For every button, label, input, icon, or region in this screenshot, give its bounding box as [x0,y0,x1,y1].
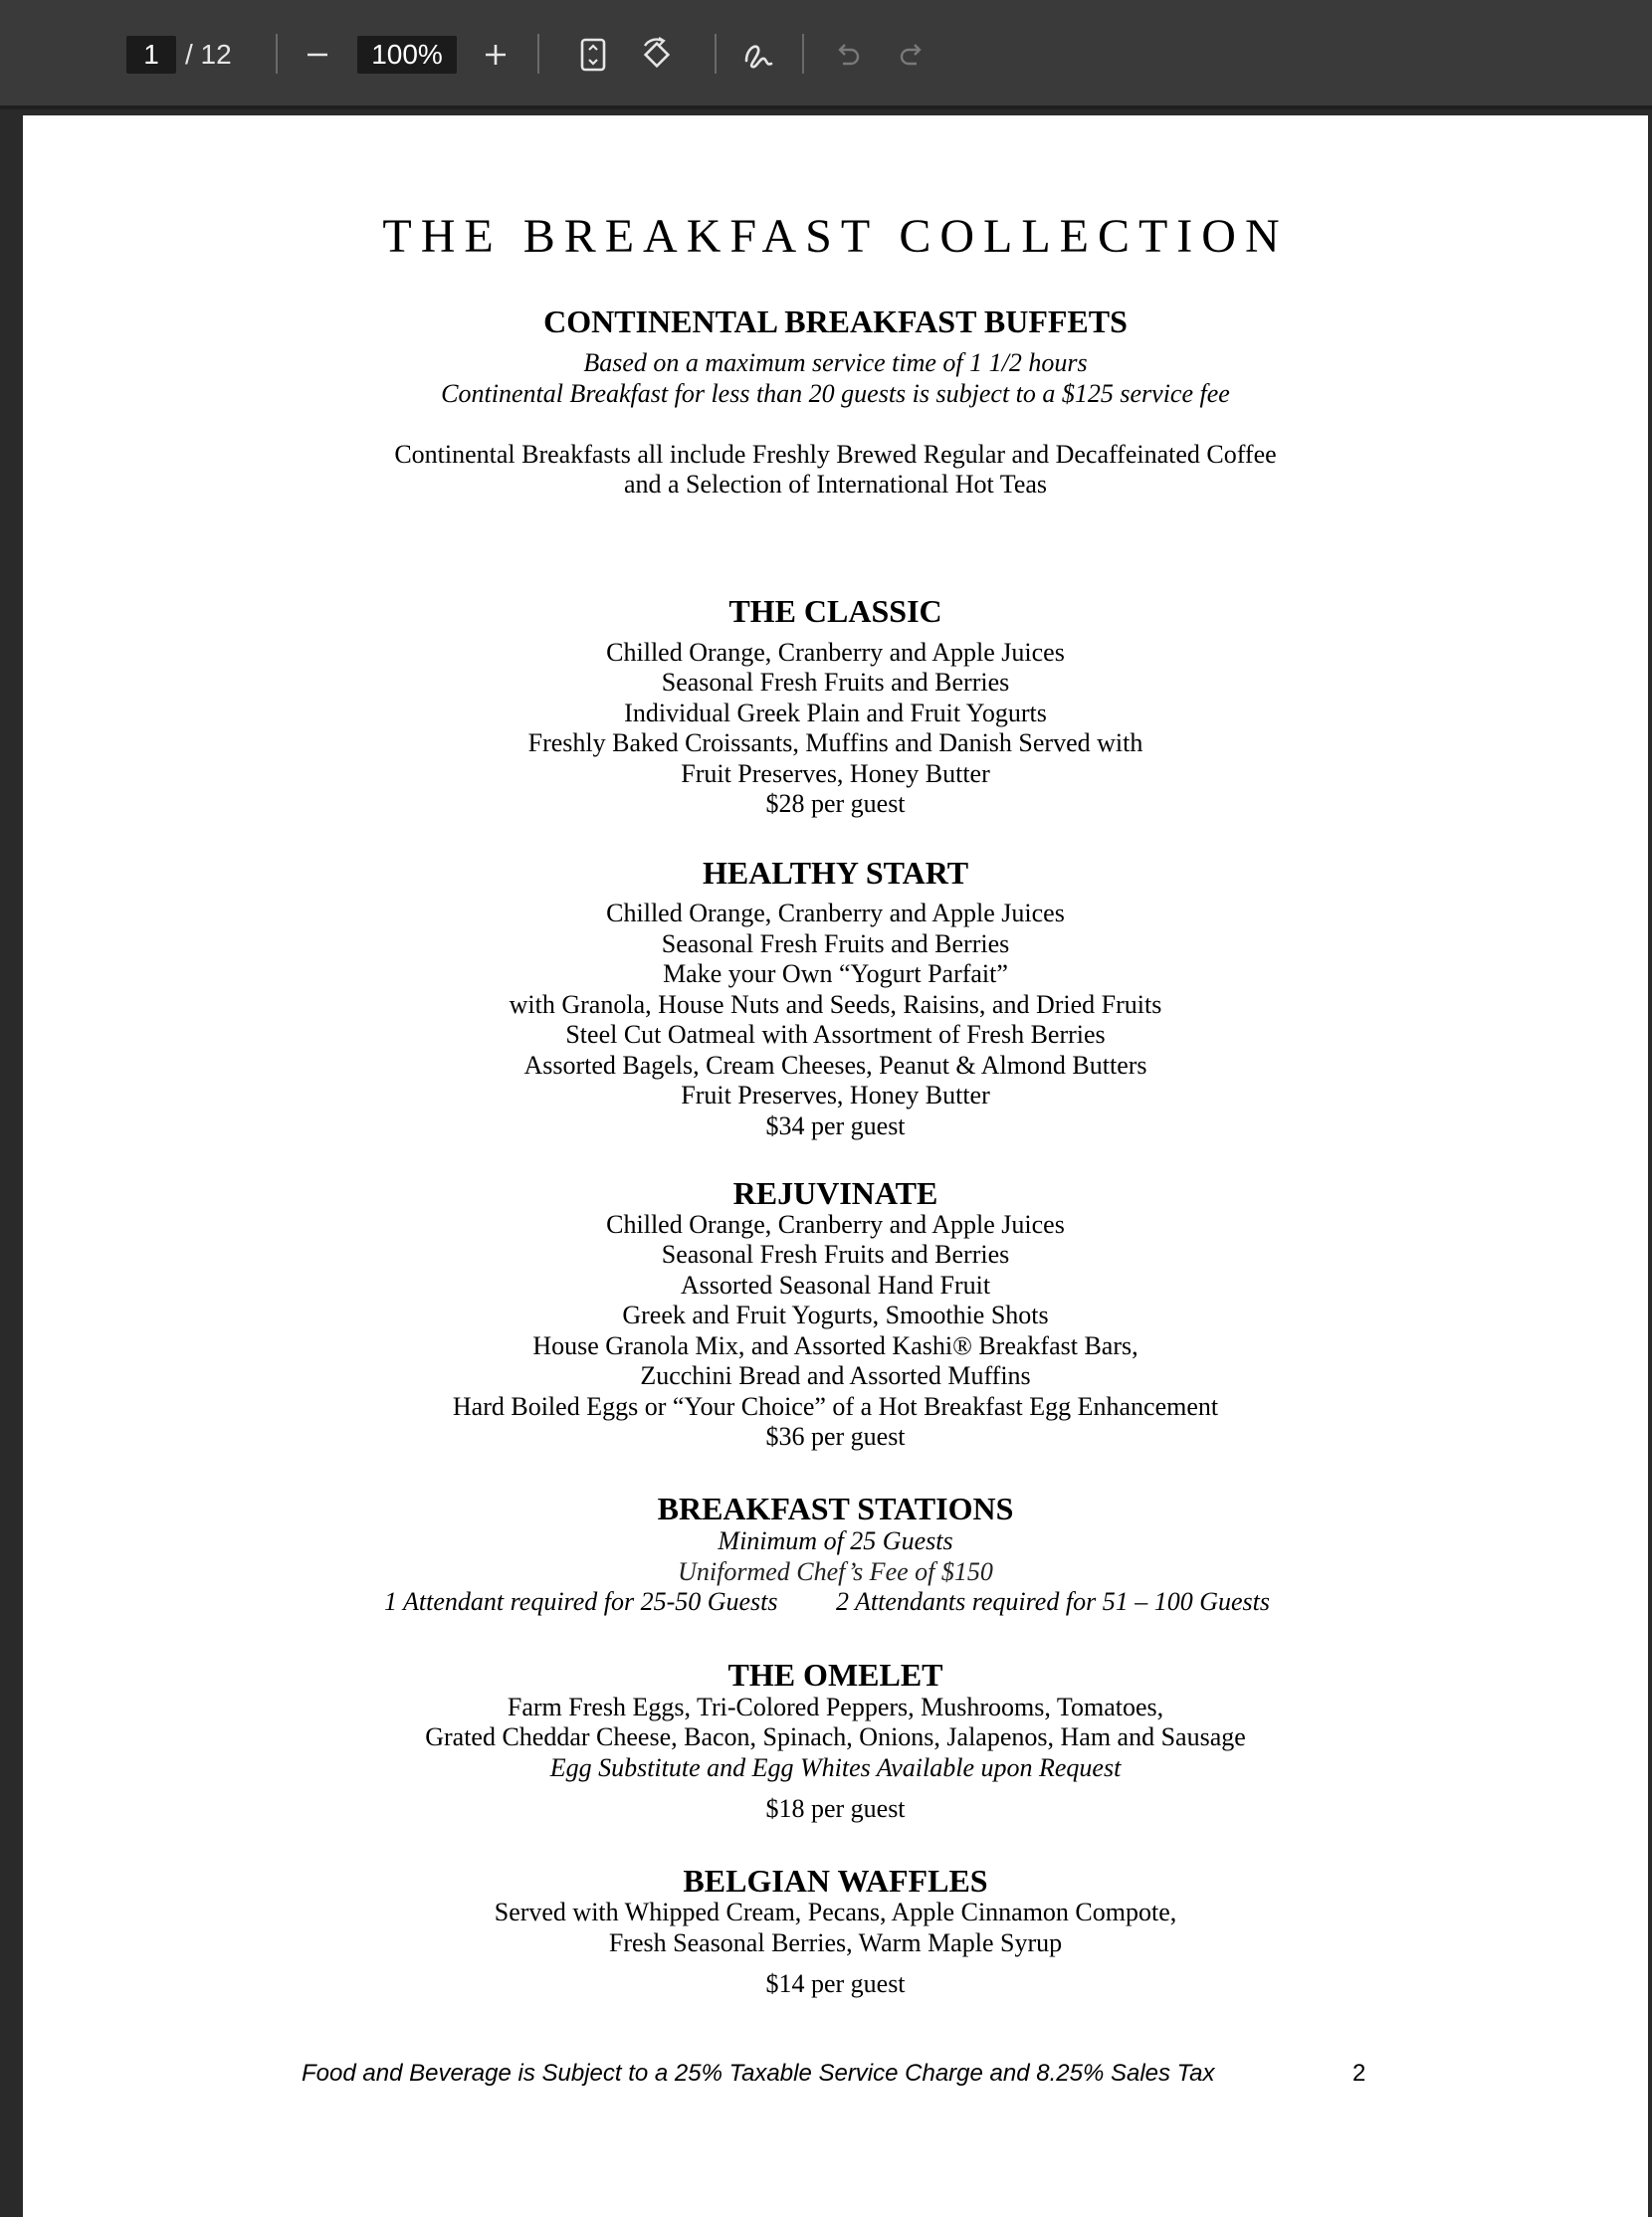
menu-line: Make your Own “Yogurt Parfait” [663,959,1008,988]
menu-line: with Granola, House Nuts and Seeds, Raisins, and Dried Fruits [509,990,1162,1019]
menu-line: House Granola Mix, and Assorted Kashi® Breakfast Bars, [532,1331,1138,1360]
menu-line: Fruit Preserves, Honey Butter [681,1081,990,1109]
page-total: / 12 [185,39,232,70]
stations-attendant-1: 1 Attendant required for 25-50 Guests [384,1587,778,1616]
pdf-toolbar [0,0,1652,109]
minus-icon [305,42,330,68]
waffles-heading: BELGIAN WAFFLES [683,1863,988,1899]
zoom-level-input[interactable]: 100% [357,36,457,74]
draw-button[interactable] [736,33,780,77]
toolbar-divider [537,34,539,74]
menu-line: Fresh Seasonal Berries, Warm Maple Syrup [608,1928,1063,1957]
redo-button[interactable] [890,33,933,77]
fit-page-button[interactable] [571,33,615,77]
price: $14 per guest [765,1969,906,1998]
menu-line: Zucchini Bread and Assorted Muffins [640,1361,1031,1390]
document-page [23,115,1648,2217]
continental-heading: CONTINENTAL BREAKFAST BUFFETS [543,303,1128,339]
menu-line: Individual Greek Plain and Fruit Yogurts [624,699,1047,727]
price: $34 per guest [765,1111,906,1140]
continental-intro: and a Selection of International Hot Teas [623,470,1048,499]
toolbar-divider [715,34,717,74]
price: $18 per guest [765,1794,906,1823]
menu-line: Seasonal Fresh Fruits and Berries [661,668,1010,697]
healthy-heading: HEALTHY START [702,855,969,891]
menu-line: Fruit Preserves, Honey Butter [681,759,990,788]
menu-line: Chilled Orange, Cranberry and Apple Juices [606,899,1065,927]
menu-line: Farm Fresh Eggs, Tri-Colored Peppers, Mushrooms, Tomatoes, [507,1693,1164,1721]
zoom-in-button[interactable] [474,33,517,77]
rejuvinate-heading: REJUVINATE [732,1175,938,1211]
menu-line: Grated Cheddar Cheese, Bacon, Spinach, Onions, Jalapenos, Ham and Sausage [425,1722,1246,1751]
menu-line: Served with Whipped Cream, Pecans, Apple Cinnamon Compote, [494,1898,1177,1926]
page-number: 2 [1352,2060,1366,2087]
omelet-note: Egg Substitute and Egg Whites Available upon Request [549,1753,1122,1782]
menu-line: Seasonal Fresh Fruits and Berries [661,929,1010,958]
menu-line: Assorted Bagels, Cream Cheeses, Peanut & Almond Butters [523,1051,1147,1080]
stations-chef-fee: Uniformed Chef’s Fee of $150 [678,1557,993,1586]
undo-button[interactable] [826,33,870,77]
price: $36 per guest [765,1422,906,1451]
menu-line: Steel Cut Oatmeal with Assortment of Fresh Berries [565,1020,1106,1049]
menu-line: Chilled Orange, Cranberry and Apple Juices [606,1210,1065,1239]
price: $28 per guest [765,789,906,818]
document-title: THE BREAKFAST COLLECTION [382,210,1289,263]
classic-heading: THE CLASSIC [728,593,942,629]
toolbar-divider [276,34,278,74]
stations-minimum: Minimum of 25 Guests [718,1526,953,1555]
menu-line: Assorted Seasonal Hand Fruit [680,1271,991,1300]
menu-line: Hard Boiled Eggs or “Your Choice” of a Hot Breakfast Egg Enhancement [452,1392,1219,1421]
redo-icon [897,41,927,69]
zoom-out-button[interactable] [296,33,339,77]
omelet-heading: THE OMELET [727,1657,943,1693]
draw-signature-icon [740,39,776,71]
stations-heading: BREAKFAST STATIONS [657,1491,1014,1526]
page-number-input[interactable]: 1 [126,36,176,74]
undo-icon [833,41,863,69]
menu-line: Seasonal Fresh Fruits and Berries [661,1240,1010,1269]
stations-attendant-2: 2 Attendants required for 51 – 100 Guests [836,1587,1270,1616]
toolbar-divider [802,34,804,74]
continental-note: Continental Breakfast for less than 20 guests is subject to a $125 service fee [441,379,1230,408]
continental-intro: Continental Breakfasts all include Freshly Brewed Regular and Decaffeinated Coffee [394,440,1277,469]
fit-to-page-icon [578,37,608,73]
menu-line: Chilled Orange, Cranberry and Apple Juices [606,638,1065,667]
plus-icon [483,42,509,68]
footer-note: Food and Beverage is Subject to a 25% Taxable Service Charge and 8.25% Sales Tax [302,2060,1215,2087]
rotate-button[interactable] [635,33,679,77]
continental-note: Based on a maximum service time of 1 1/2 hours [583,348,1088,377]
menu-line: Freshly Baked Croissants, Muffins and Danish Served with [527,728,1143,757]
rotate-icon [639,37,675,73]
menu-line: Greek and Fruit Yogurts, Smoothie Shots [622,1301,1049,1329]
